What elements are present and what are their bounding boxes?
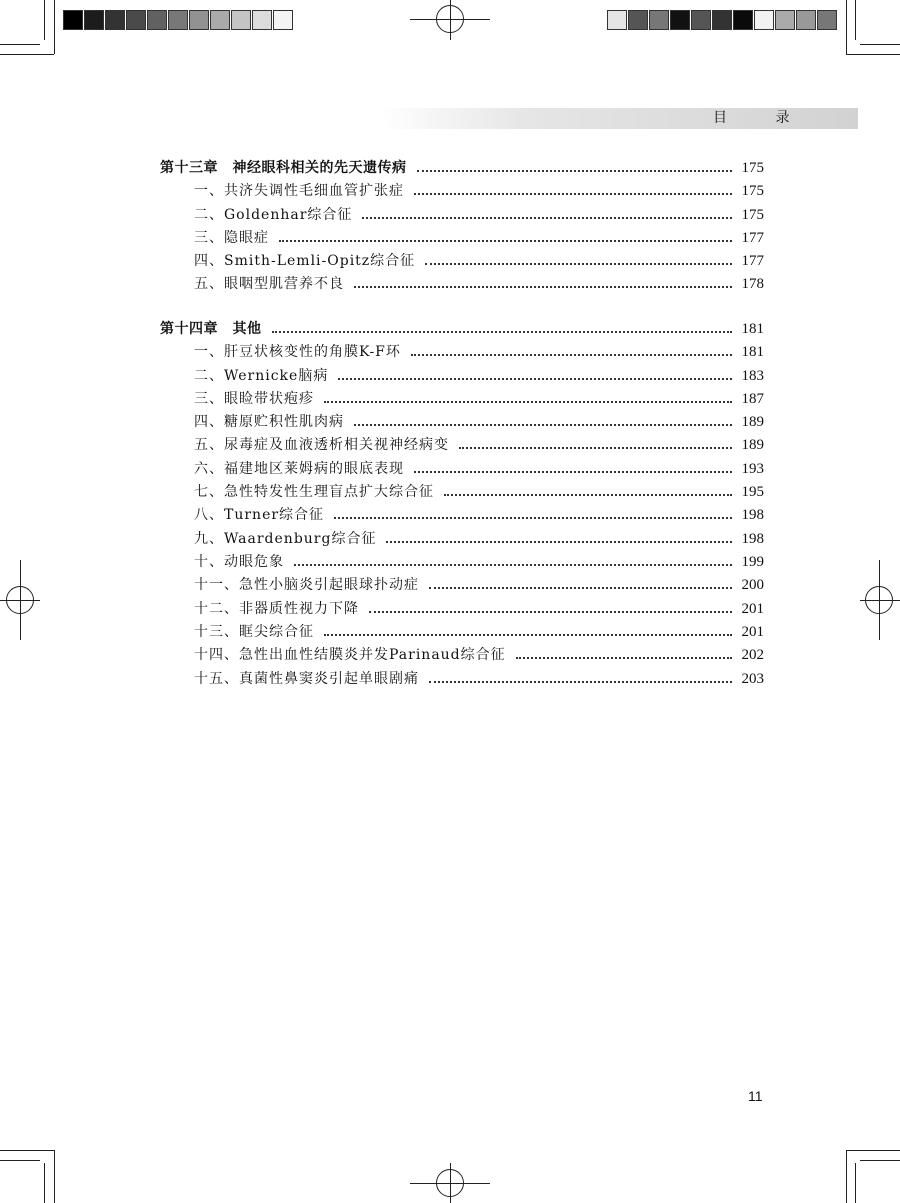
- toc-page-number: 189: [741, 414, 764, 430]
- toc-entry[interactable]: [194, 481, 764, 503]
- toc-page-number: 193: [741, 461, 764, 477]
- dot-leader: [444, 494, 732, 496]
- color-swatch: [691, 10, 711, 30]
- dot-leader: [294, 564, 732, 566]
- color-swatch: [210, 10, 230, 30]
- toc-entry[interactable]: [194, 204, 764, 226]
- toc-entry[interactable]: [194, 574, 764, 596]
- color-swatch: [628, 10, 648, 30]
- toc-entry[interactable]: [194, 250, 764, 272]
- toc-page-number: 195: [741, 484, 764, 500]
- toc-page-number: 200: [741, 577, 764, 593]
- color-swatch: [84, 10, 104, 30]
- color-swatch: [168, 10, 188, 30]
- color-swatch: [754, 10, 774, 30]
- toc-entry-title: 四、Smith-Lemli-Opitz综合征: [194, 253, 416, 269]
- toc-entry-title: 五、尿毒症及血液透析相关视神经病变: [194, 437, 449, 453]
- color-swatch: [126, 10, 146, 30]
- color-swatch: [273, 10, 293, 30]
- toc-entry[interactable]: [194, 644, 764, 666]
- toc-entry[interactable]: [194, 434, 764, 456]
- toc-entry[interactable]: [194, 458, 764, 480]
- color-swatch: [649, 10, 669, 30]
- dot-leader: [324, 634, 732, 636]
- toc-entry[interactable]: [194, 365, 764, 387]
- toc-entry-title: 十三、眶尖综合征: [194, 624, 314, 640]
- toc-entry[interactable]: [194, 551, 764, 573]
- toc-entry[interactable]: [194, 273, 764, 295]
- toc-entry[interactable]: [194, 668, 764, 690]
- color-swatch: [670, 10, 690, 30]
- dot-leader: [354, 424, 732, 426]
- color-swatch: [105, 10, 125, 30]
- dot-leader: [362, 217, 732, 219]
- toc-chapter-title: 第十四章 其他: [160, 321, 262, 337]
- toc-entry-title: 十四、急性出血性结膜炎并发Parinaud综合征: [194, 647, 506, 663]
- color-swatch: [189, 10, 209, 30]
- color-swatch: [796, 10, 816, 30]
- toc-entry[interactable]: [194, 388, 764, 410]
- toc-entry-title: 五、眼咽型肌营养不良: [194, 276, 344, 292]
- toc-page-number: 187: [741, 391, 764, 407]
- toc-page-number: 198: [741, 531, 764, 547]
- toc-entry[interactable]: [194, 504, 764, 526]
- toc-entry-title: 九、Waardenburg综合征: [194, 531, 377, 547]
- dot-leader: [414, 193, 732, 195]
- toc-page-number: 175: [741, 207, 764, 223]
- toc-entry-title: 八、Turner综合征: [194, 507, 325, 523]
- dot-leader: [324, 401, 732, 403]
- toc-entry[interactable]: [194, 227, 764, 249]
- running-header-title: 目 录: [713, 110, 812, 126]
- toc-entry-title: 一、共济失调性毛细血管扩张症: [194, 183, 404, 199]
- toc-entry[interactable]: [194, 598, 764, 620]
- toc-page-number: 181: [741, 344, 764, 360]
- color-swatch: [147, 10, 167, 30]
- dot-leader: [516, 657, 732, 659]
- dot-leader: [459, 447, 732, 449]
- toc-entry-title: 十二、非器质性视力下降: [194, 601, 359, 617]
- toc-page-number: 201: [741, 601, 764, 617]
- toc-page-number: 177: [741, 253, 764, 269]
- toc-entry[interactable]: [194, 528, 764, 550]
- toc-chapter-title: 第十三章 神经眼科相关的先天遗传病: [160, 160, 407, 176]
- dot-leader: [354, 286, 732, 288]
- toc-page-number: 177: [741, 230, 764, 246]
- dot-leader: [429, 587, 732, 589]
- toc-page-number: 203: [741, 671, 764, 687]
- color-swatch: [252, 10, 272, 30]
- toc-page-number: 181: [741, 321, 764, 337]
- toc-page-number: 201: [741, 624, 764, 640]
- toc-entry-title: 三、隐眼症: [194, 230, 269, 246]
- toc-entry-title: 四、糖原贮积性肌肉病: [194, 414, 344, 430]
- toc-entry-title: 十、动眼危象: [194, 554, 284, 570]
- toc-entry[interactable]: [194, 341, 764, 363]
- toc-entry[interactable]: [194, 180, 764, 202]
- color-swatch: [775, 10, 795, 30]
- color-swatch: [817, 10, 837, 30]
- toc-entry-title: 十五、真菌性鼻窦炎引起单眼剧痛: [194, 671, 419, 687]
- dot-leader: [334, 517, 732, 519]
- toc-entry-title: 二、Wernicke脑病: [194, 368, 329, 384]
- toc-entry-title: 十一、急性小脑炎引起眼球扑动症: [194, 577, 419, 593]
- toc-page-number: 198: [741, 507, 764, 523]
- color-swatch: [607, 10, 627, 30]
- toc-entry-title: 七、急性特发性生理盲点扩大综合征: [194, 484, 434, 500]
- dot-leader: [414, 471, 732, 473]
- toc-entry[interactable]: [194, 621, 764, 643]
- toc-entry[interactable]: [194, 411, 764, 433]
- toc-page-number: 175: [741, 183, 764, 199]
- color-swatch: [63, 10, 83, 30]
- toc-page-number: 199: [741, 554, 764, 570]
- dot-leader: [429, 681, 732, 683]
- toc-entry-title: 二、Goldenhar综合征: [194, 207, 353, 223]
- toc-entry-title: 三、眼睑带状疱疹: [194, 391, 314, 407]
- dot-leader: [411, 354, 732, 356]
- page-number: 11: [748, 1088, 763, 1104]
- dot-leader: [338, 378, 732, 380]
- toc-chapter-14[interactable]: [160, 318, 764, 340]
- color-swatch: [712, 10, 732, 30]
- toc-chapter-13[interactable]: [160, 157, 764, 179]
- color-swatch: [231, 10, 251, 30]
- toc-page-number: 202: [741, 647, 764, 663]
- color-swatch: [733, 10, 753, 30]
- dot-leader: [272, 331, 733, 333]
- toc-page-number: 178: [741, 276, 764, 292]
- toc-page-number: 175: [741, 160, 764, 176]
- toc-page-number: 189: [741, 437, 764, 453]
- dot-leader: [417, 170, 733, 172]
- toc-page-number: 183: [741, 368, 764, 384]
- toc-entry-title: 六、福建地区莱姆病的眼底表现: [194, 461, 404, 477]
- toc-entry-title: 一、肝豆状核变性的角膜K-F环: [194, 344, 401, 360]
- dot-leader: [369, 611, 732, 613]
- dot-leader: [425, 263, 732, 265]
- dot-leader: [386, 541, 732, 543]
- dot-leader: [279, 240, 732, 242]
